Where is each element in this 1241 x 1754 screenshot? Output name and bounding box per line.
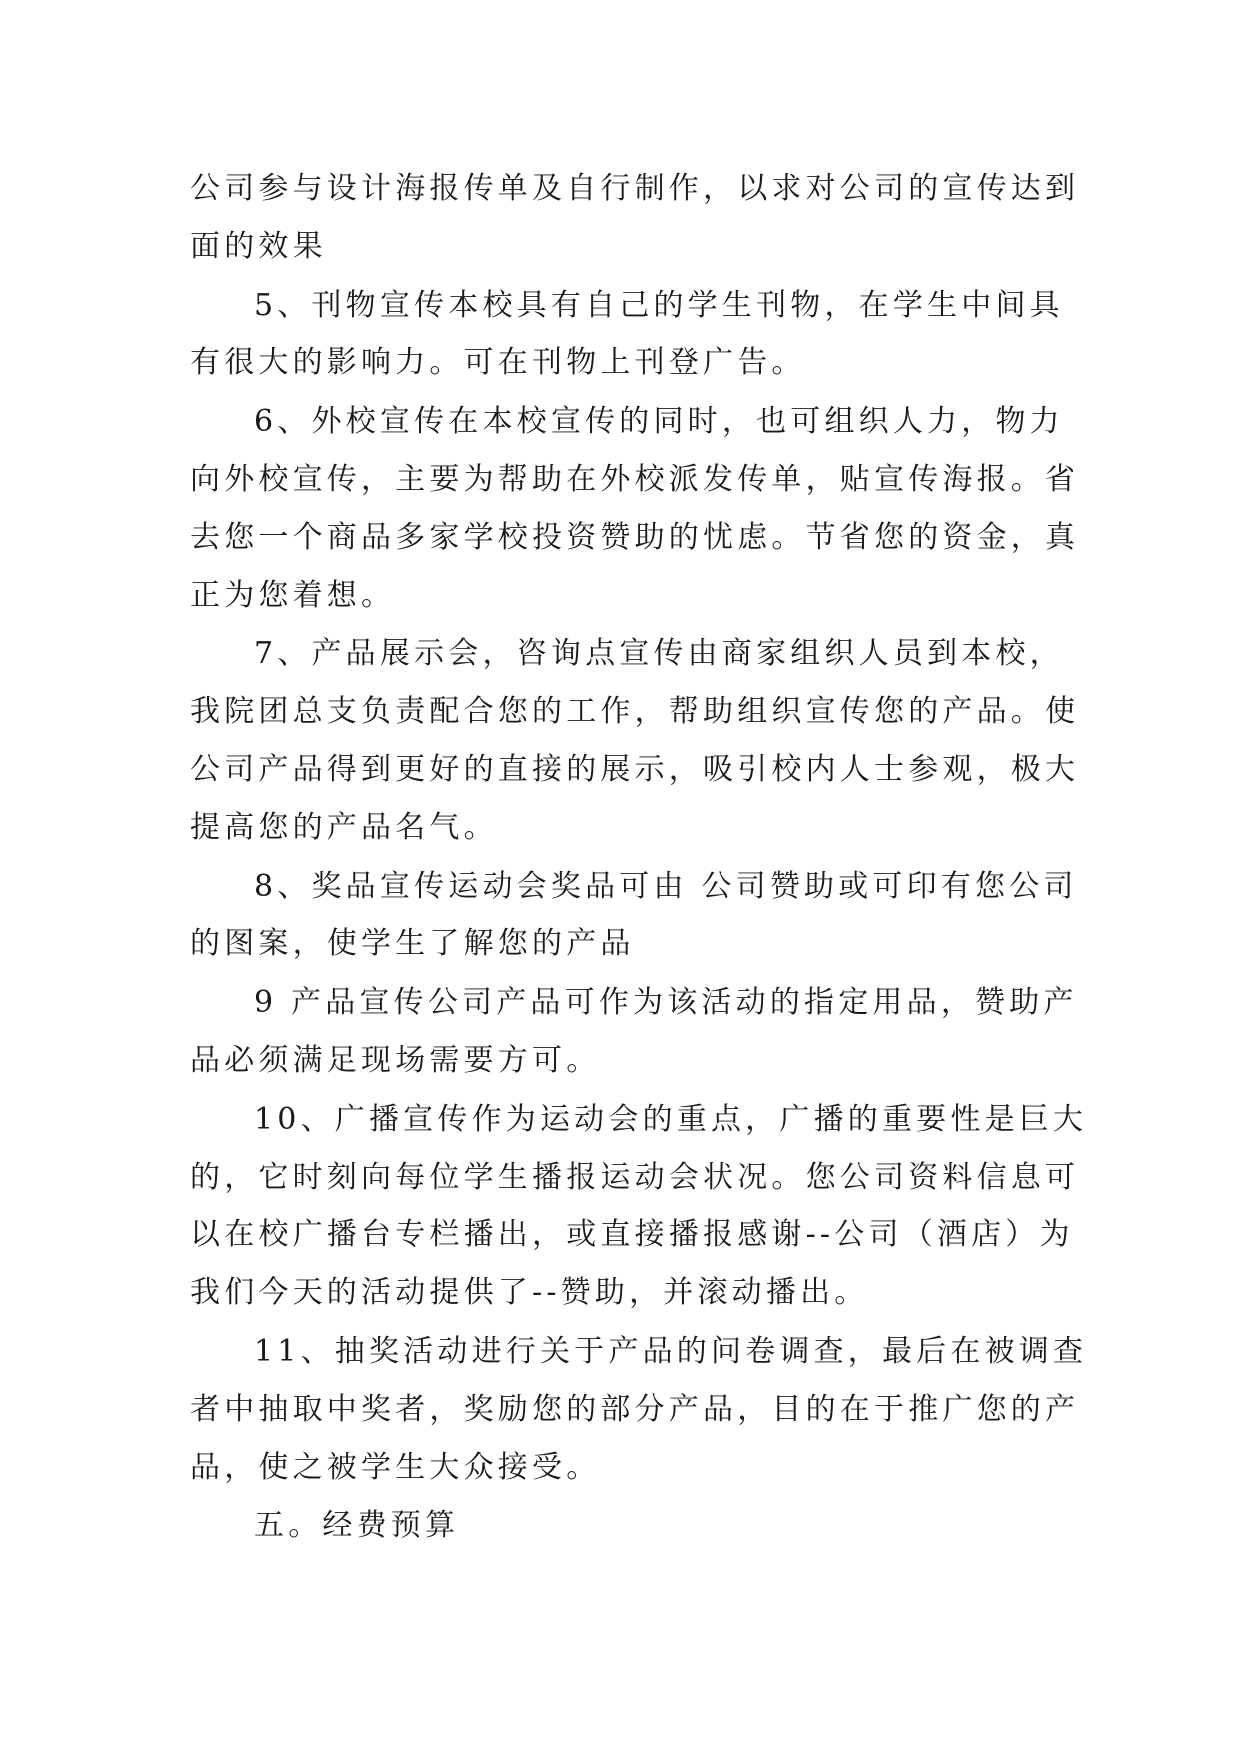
text-line: 的图案，使学生了解您的产品 <box>190 926 635 962</box>
text-line: 提高您的产品名气。 <box>190 809 498 845</box>
text-line: 有很大的影响力。可在刊物上刊登广告。 <box>190 345 806 381</box>
text-line: 9 产品宣传公司产品可作为该活动的指定用品，赞助产 <box>254 985 1078 1021</box>
text-line: 6、外校宣传在本校宣传的同时，也可组织人力，物力 <box>254 404 1064 440</box>
text-line: 向外校宣传，主要为帮助在外校派发传单，贴宣传海报。省 <box>190 461 1080 497</box>
text-line: 公司产品得到更好的直接的展示，吸引校内人士参观，极大 <box>190 751 1080 787</box>
text-line: 11、抽奖活动进行关于产品的问卷调查，最后在被调查 <box>254 1333 1088 1369</box>
paragraph-item-6 <box>190 393 1080 624</box>
text-line: 面的效果 <box>190 228 327 264</box>
text-line: 我院团总支负责配合您的工作，帮助组织宣传您的产品。使 <box>190 694 1080 730</box>
text-line: 正为您着想。 <box>190 577 396 613</box>
paragraph-item-9 <box>190 974 1078 1090</box>
section-heading-budget <box>190 1497 1050 1555</box>
text-line: 公司参与设计海报传单及自行制作，以求对公司的宣传达到 <box>190 171 1080 206</box>
paragraph-item-10 <box>190 1091 1088 1322</box>
text-line: 品，使之被学生大众接受。 <box>190 1449 601 1485</box>
text-line: 的，它时刻向每位学生播报运动会状况。您公司资料信息可 <box>190 1159 1080 1195</box>
text-line: 我们今天的活动提供了--赞助，并滚动播出。 <box>190 1275 869 1311</box>
text-line: 品必须满足现场需要方可。 <box>190 1042 601 1078</box>
paragraph-promotion-materials <box>190 160 1080 276</box>
paragraph-item-8 <box>190 858 1078 974</box>
text-line: 7、产品展示会，咨询点宣传由商家组织人员到本校， <box>254 636 1064 672</box>
paragraph-item-11 <box>190 1323 1088 1496</box>
text-line: 者中抽取中奖者，奖励您的部分产品，目的在于推广您的产 <box>190 1391 1080 1427</box>
text-line: 以在校广播台专栏播出，或直接播报感谢--公司（酒店）为 <box>190 1217 1074 1253</box>
paragraph-item-7 <box>190 625 1080 856</box>
text-line: 8、奖品宣传运动会奖品可由 公司赞助或可印有您公司 <box>254 868 1078 904</box>
text-line: 5、刊物宣传本校具有自己的学生刊物，在学生中间具 <box>254 287 1064 323</box>
text-line: 10、广播宣传作为运动会的重点，广播的重要性是巨大 <box>254 1101 1088 1137</box>
paragraph-item-5 <box>190 277 1064 393</box>
text-line: 去您一个商品多家学校投资赞助的忧虑。节省您的资金，真 <box>190 519 1080 555</box>
document-body <box>190 160 1088 1556</box>
section-heading: 五。经费预算 <box>254 1508 460 1544</box>
